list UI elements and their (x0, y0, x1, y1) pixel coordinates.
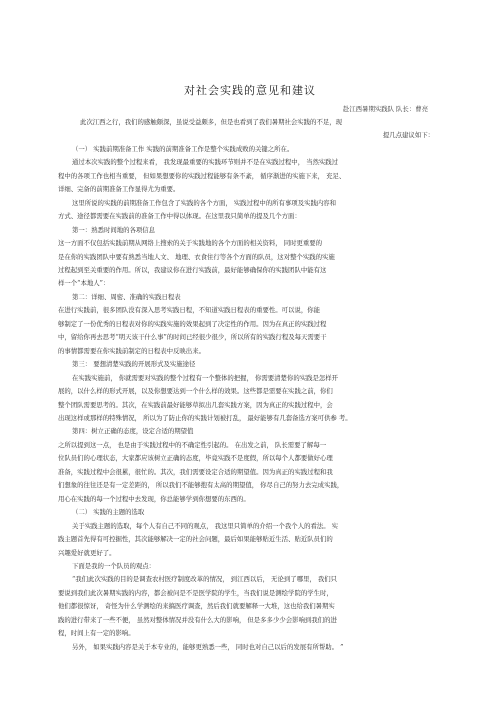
paragraph-line: 另外， 如果实践内容是关于本专业的，能够更熟悉一些， 同时也对自己以后的发展有所帮助。 ” (72, 642, 344, 651)
paragraph-line: 们想象的往往还是有一定差距的， 所以我们不能够抱有太高的期望值， 你尽自己的努力去完成实践， (58, 481, 344, 490)
paragraph-line: 位队员们的心理状态，大家都应该树立正确的态度，毕竟实践不是度假，所以每个人都要做好心理 (58, 454, 333, 463)
author-line: 赴江西暑期实践队 队长：曹亮 (342, 105, 428, 113)
paragraph-line: 程中的各项工作也相当重要， 但如果想要你的实践过程能够有条不紊， 循序渐进的实施下来， 充足、 (58, 171, 346, 180)
paragraph-line: 践主题首先得有可控掘性，其次能够解决一定的社会问题，最后如果能够贴近生活、贴近队员们的 (58, 535, 333, 544)
document-body (58, 116, 444, 654)
paragraph-line: 关于实践主题的选取，每个人有自己不同的观点， 我这里只简单的介绍一个我个人的看法。 实 (72, 521, 339, 530)
paragraph-line: 的事情都需要在你实践前制定的日程表中反映出来。 (58, 346, 205, 355)
paragraph-line: 下面是我的一个队员的观点： (72, 561, 156, 570)
paragraph-line: 中，留给你再去思考“明天该干什么事”的时间已经很少很少，所以所有的实践行程及每天需要干 (58, 333, 327, 342)
subheading: 第四：树立正确的态度，设定合适的期望值 (72, 427, 194, 436)
paragraph-line: 方式、途径都需要在实践前的准备工作中得以体现。在这里我只简单的提及几个方面： (58, 212, 301, 221)
paragraph-line: 准备，实践过程中会很累，很忙的。其次，我们需要设定合适的期望值。因为真正的实践过程和我 (58, 467, 333, 476)
paragraph-line: 这里所说的实践的前期准备工作包含了实践的各个方面， 实践过程中的所有事项及实践内容和 (72, 198, 337, 207)
paragraph-line: “我们此次实践的目的是调查农村医疗制度改革的情况， 到江西以后， 无论到了哪里， 我们只 (72, 575, 337, 584)
paragraph-line: 践的进行带来了一些不便， 虽然对整体情况并没有什么大的影响， 但是多多少少会影响到我们的进 (58, 615, 337, 624)
paragraph-line: 展的，以什么样的形式开展，以及你想要达到一个什么样的效果。这些都是需要在实践之前，你们 (58, 387, 333, 396)
paragraph-line: 这一方面不仅包括实践前期从网络上搜索的关于实践地的各个方面的相关资料， 同时更重要的 (58, 239, 323, 248)
paragraph-line: 在实践实施前， 你就需要对实践的整个过程有一个整体的把握， 你需要清楚你的实践是怎样开 (72, 373, 339, 382)
page-title: 对社会实践的意见和建议 (184, 84, 316, 97)
paragraph-line: 兴趣爱好就更好了。 (58, 548, 116, 557)
paragraph-line: 他们都很惊讶， 奇怪为什么学测绘的来搞医疗调查，然后我们就要解释一大堆，这也给我们暑期实 (58, 602, 335, 611)
paragraph-line: 此次江西之行，我们的感触颇深，虽说受益颇多，但是也看到了我们暑期社会实践的不足，现 (80, 118, 343, 126)
paragraph-line: 用心在实践的每一个过程中去发现，你总能够学到你想要的东西的。 (58, 494, 250, 503)
section-heading: （二） 实践的主题的选取 (72, 508, 145, 517)
subheading: 第一：熟悉时间地的各项信息 (72, 225, 156, 234)
paragraph-line: 之所以提到这一点， 也是由于实践过程中的不确定性引起的。 在出发之前， 队长需要了解每一 (58, 440, 327, 449)
paragraph-line: 整个团队需要思考的。其次，在实践前最好能够草拟出几套实践方案，因为真正的实践过程中，会 (58, 400, 333, 409)
paragraph-line: 提几点建议如下： (382, 131, 434, 140)
paragraph-line: 是在你的实践团队中要有熟悉当地人文、 地理、衣食住行等各个方面的队员，这对整个实践的实施 (58, 252, 335, 261)
subheading: 第二：详细、周密、准确的实践日程表 (72, 292, 181, 301)
paragraph-line: 过程起到至关重要的作用。所以，我建议你在进行实践前，最好能够确保你的实践团队中能有这 (58, 265, 327, 274)
paragraph-line: 够制定了一份优秀的日程表对你的实践实施的效果起到了决定性的作用。因为在真正的实践过程 (58, 319, 327, 328)
paragraph-line: 要说到我们此次暑期实践的内容，都会被问是不是医学院的学生，当我们说是测绘学院的学生时， (58, 588, 333, 597)
paragraph-line: 在进行实践前，很多团队没有深入思考实践日程，不知道实践日程表的重要性。可以说，你能 (58, 306, 321, 315)
paragraph-line: 样一个“本地人”： (58, 279, 110, 288)
paragraph-line: 程，时间上有一定的影响。 (58, 629, 135, 638)
paragraph-line: 出现这样或那样的特殊情况， 所以为了防止你的实践计划被打乱， 最好能够有几套备选方案可供参 考。 (58, 413, 352, 422)
paragraph-line: 详细、完备的前期准备工作显得尤为重要。 (58, 185, 180, 194)
subheading: 第三： 要想清楚实践的开展形式及实施途径 (72, 360, 196, 369)
section-heading: （一） 实践前期准备工作 实践的前期准备工作是整个实践成败的关键之所在。 (72, 144, 294, 153)
paragraph-line: 通过本次实践的整个过程来看， 我发现最重要的实践环节则并不是在实践过程中， 当然实践过 (72, 158, 339, 167)
